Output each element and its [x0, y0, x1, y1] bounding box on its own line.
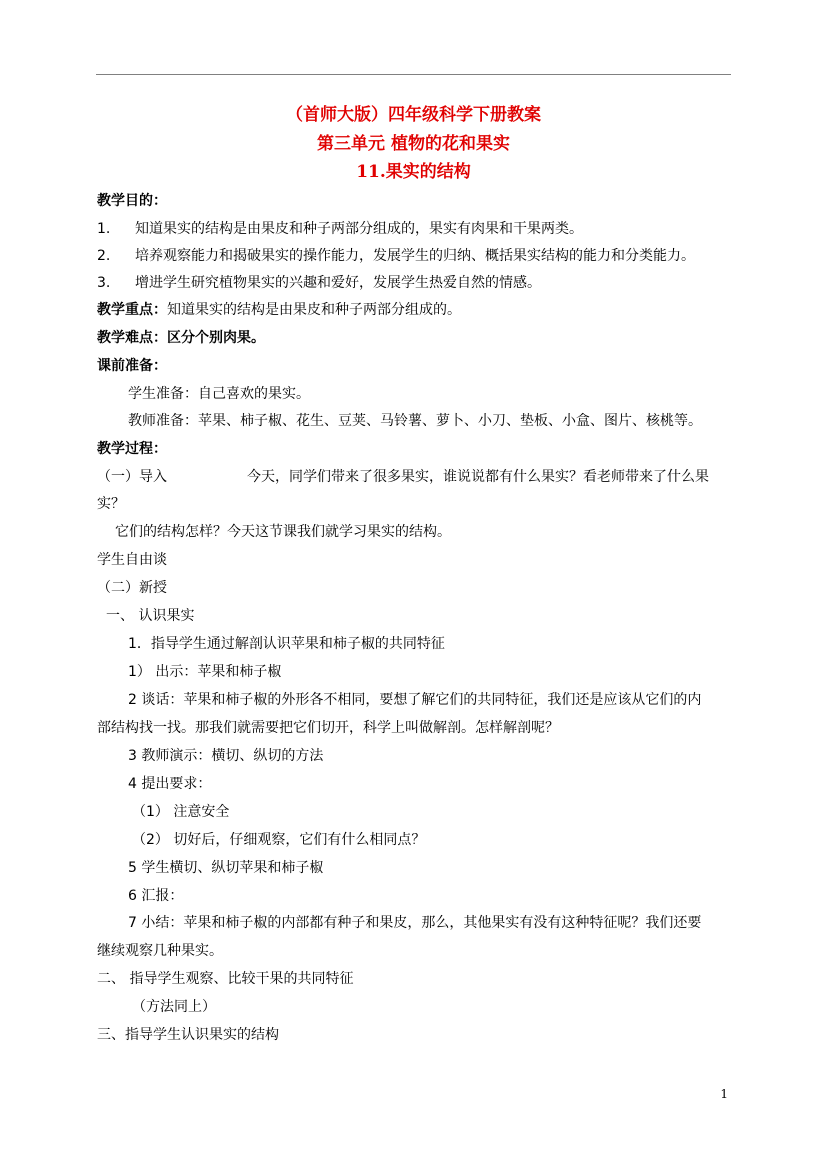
intro-text-cont: 实？ [97, 496, 125, 512]
step-1-1: 1） 出示：苹果和柿子椒 [128, 664, 282, 680]
objective-num: 3. [97, 275, 111, 291]
key-point-label: 教学重点： [97, 302, 167, 318]
intro-text: 今天，同学们带来了很多果实，谁说说都有什么果实？看老师带来了什么果 [247, 469, 709, 485]
process-heading: 教学过程： [97, 441, 167, 457]
section-3-heading: 三、指导学生认识果实的结构 [97, 1027, 279, 1043]
free-talk: 学生自由谈 [97, 552, 167, 568]
difficulty-label: 教学难点： [97, 330, 167, 346]
section-2-note: （方法同上） [132, 999, 216, 1015]
requirement-1: （1） 注意安全 [132, 804, 230, 820]
page-number: 1 [720, 1087, 728, 1101]
difficulty [97, 328, 265, 348]
header-rule [96, 74, 731, 75]
new-lesson-label: （二）新授 [97, 580, 167, 596]
unit-title: 第三单元 植物的花和果实 [317, 134, 510, 154]
objective-item-1 [97, 219, 583, 239]
requirement-2: （2） 切好后，仔细观察，它们有什么相同点？ [132, 832, 426, 848]
structure-question: 它们的结构怎样？今天这节课我们就学习果实的结构。 [115, 524, 451, 540]
intro-label: （一）导入 [97, 469, 167, 485]
step-1-6: 6 汇报： [128, 888, 184, 904]
step-1-4: 4 提出要求： [128, 776, 212, 792]
section-2-heading: 二、 指导学生观察、比较干果的共同特征 [97, 971, 354, 987]
section-1-heading: 一、 认识果实 [106, 608, 195, 624]
teacher-preparation: 教师准备：苹果、柿子椒、花生、豆荚、马铃薯、萝卜、小刀、垫板、小盒、图片、核桃等。 [128, 413, 702, 429]
document-title: （首师大版）四年级科学下册教案 [286, 105, 541, 125]
objective-num: 2. [97, 248, 111, 264]
objectives-heading: 教学目的： [97, 193, 167, 209]
objective-item-3 [97, 273, 541, 293]
step-1-2: 2 谈话：苹果和柿子椒的外形各不相同，要想了解它们的共同特征，我们还是应该从它们的内 [128, 692, 702, 708]
step-1-7-cont: 继续观察几种果实。 [97, 943, 223, 959]
preparation-heading: 课前准备： [97, 358, 167, 374]
lesson-title: 11.果实的结构 [356, 162, 471, 182]
step-1-2-cont: 部结构找一找。那我们就需要把它们切开，科学上叫做解剖。怎样解剖呢？ [97, 720, 559, 736]
key-point-text: 知道果实的结构是由果皮和种子两部分组成的。 [167, 302, 461, 318]
step-1-3: 3 教师演示：横切、纵切的方法 [128, 748, 324, 764]
objective-num: 1. [97, 221, 111, 237]
objective-text: 知道果实的结构是由果皮和种子两部分组成的，果实有肉果和干果两类。 [135, 221, 583, 237]
student-preparation: 学生准备：自己喜欢的果实。 [128, 386, 310, 402]
objective-text: 培养观察能力和揭破果实的操作能力，发展学生的归纳、概括果实结构的能力和分类能力。 [135, 248, 695, 264]
difficulty-text: 区分个别肉果。 [167, 330, 265, 346]
key-point [97, 300, 461, 320]
step-1: 1．指导学生通过解剖认识苹果和柿子椒的共同特征 [128, 636, 445, 652]
objective-item-2 [97, 246, 695, 266]
step-1-5: 5 学生横切、纵切苹果和柿子椒 [128, 860, 324, 876]
objective-text: 增进学生研究植物果实的兴趣和爱好，发展学生热爱自然的情感。 [135, 275, 541, 291]
step-1-7: 7 小结：苹果和柿子椒的内部都有种子和果皮，那么，其他果实有没有这种特征呢？我们还要 [128, 915, 702, 931]
